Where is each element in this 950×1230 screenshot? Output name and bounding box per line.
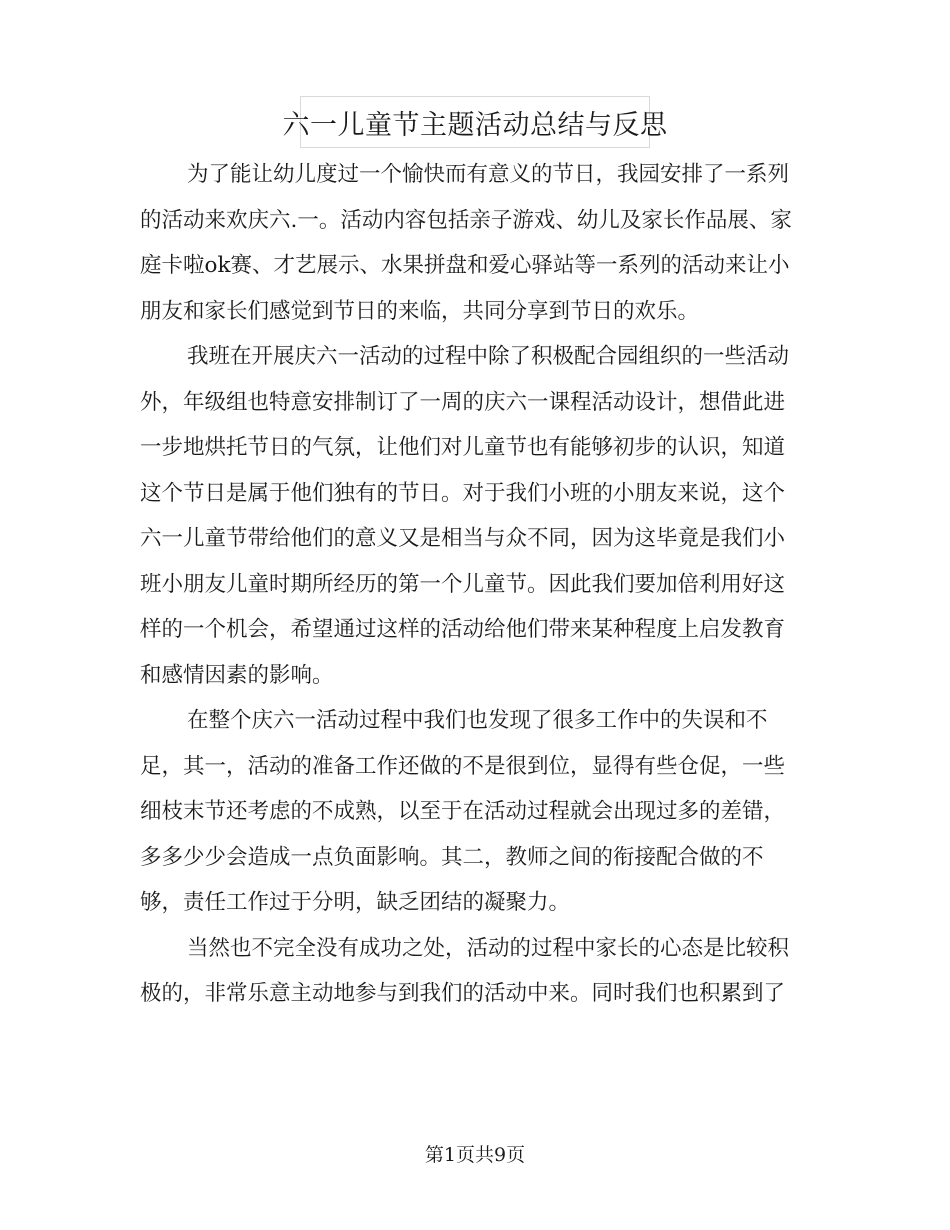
text-line: 细枝末节还考虑的不成熟，以至于在活动过程就会出现过多的差错，: [140, 799, 786, 824]
paragraph-3: [140, 698, 805, 926]
text-line: 我班在开展庆六一活动的过程中除了积极配合园组织的一些活动: [187, 344, 790, 369]
title-frame: [282, 96, 668, 148]
text-line: 极的，非常乐意主动地参与到我们的活动中来。同时我们也积累到了: [140, 981, 786, 1006]
text-line: 朋友和家长们感觉到节日的来临，共同分享到节日的欢乐。: [140, 298, 700, 324]
text-line: 这个节日是属于他们独有的节日。对于我们小班的小朋友来说，这个: [140, 480, 786, 506]
text-line: 当然也不完全没有成功之处，活动的过程中家长的心态是比较积: [187, 935, 790, 961]
paragraph-2: [140, 334, 805, 698]
page-footer: 第1页共9页: [424, 1144, 526, 1166]
document-body: [140, 152, 805, 1017]
text-line: 足，其一，活动的准备工作还做的不是很到位，显得有些仓促，一些: [140, 753, 786, 779]
text-line: 够，责任工作过于分明，缺乏团结的凝聚力。: [140, 890, 571, 915]
text-line: 多多少少会造成一点负面影响。其二，教师之间的衔接配合做的不: [140, 844, 764, 870]
paragraph-4: [140, 926, 805, 1017]
text-line: 的活动来欢庆六.一。活动内容包括亲子游戏、幼儿及家长作品展、家: [140, 207, 792, 233]
document-title: 六一儿童节主题活动总结与反思: [282, 109, 668, 141]
text-line: 班小朋友儿童时期所经历的第一个儿童节。因此我们要加倍利用好这: [140, 571, 786, 597]
text-line: 庭卡啦ok赛、才艺展示、水果拼盘和爱心驿站等一系列的活动来让小: [140, 253, 790, 278]
text-line: 六一儿童节带给他们的意义又是相当与众不同，因为这毕竟是我们小: [140, 526, 786, 551]
text-line: 样的一个机会，希望通过这样的活动给他们带来某种程度上启发教育: [140, 617, 786, 642]
text-line: 和感情因素的影响。: [140, 662, 334, 688]
paragraph-1: [140, 152, 805, 334]
text-line: 在整个庆六一活动过程中我们也发现了很多工作中的失误和不: [187, 708, 768, 733]
text-line: 外，年级组也特意安排制订了一周的庆六一课程活动设计，想借此进: [140, 389, 786, 415]
text-line: 一步地烘托节日的气氛，让他们对儿童节也有能够初步的认识，知道: [140, 435, 786, 460]
text-line: 为了能让幼儿度过一个愉快而有意义的节日，我园安排了一系列: [187, 162, 790, 187]
